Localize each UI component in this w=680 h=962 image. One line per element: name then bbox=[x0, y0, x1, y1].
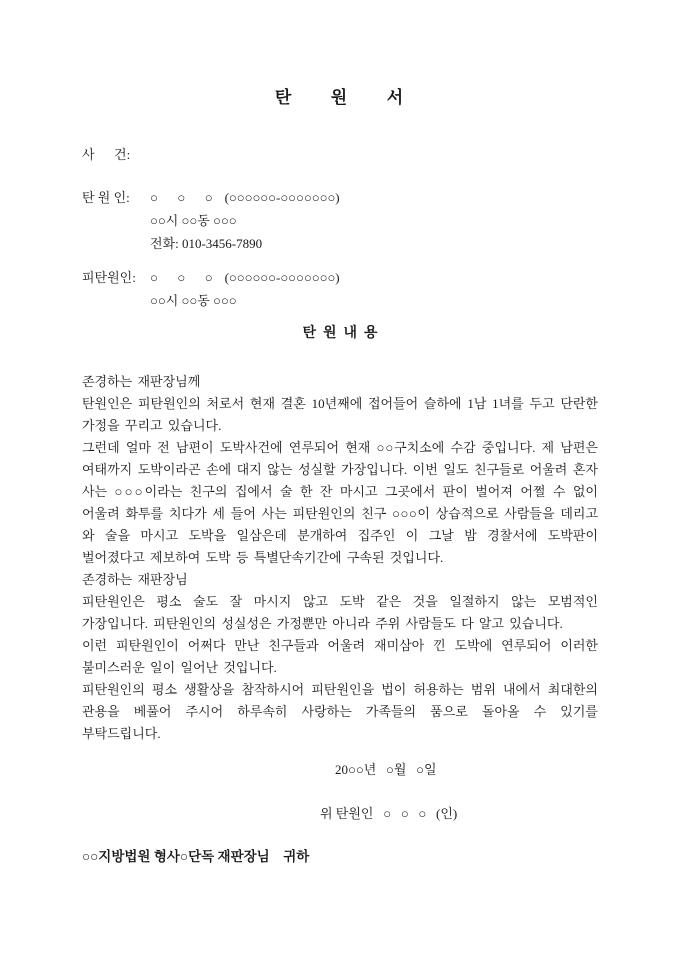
respondent-label: 피탄원인: bbox=[82, 270, 136, 285]
respondent-address: ○○시 ○○동 ○○○ bbox=[150, 293, 237, 308]
petitioner-section bbox=[82, 186, 598, 255]
body-paragraph-5: 피탄원인의 평소 생활상을 참작하시어 피탄원인을 법이 허용하는 범위 내에서 최대한의 관용을 베풀어 주시어 하루속히 사랑하는 가족들의 품으로 돌아올 수 있기를 부탁드립니다. bbox=[82, 682, 598, 741]
petitioner-phone: 전화: 010-3456-7890 bbox=[150, 236, 263, 251]
petitioner-address: ○○시 ○○동 ○○○ bbox=[150, 213, 237, 228]
body-paragraph-3: 피탄원인은 평소 술도 잘 마시지 않고 도박 같은 것을 일절하지 않는 모범적인 가장입니다. 피탄원인의 성실성은 가정뿐만 아니라 주위 사람들도 다 알고 있습니다. bbox=[82, 594, 598, 631]
respondent-name-row bbox=[82, 266, 598, 289]
body-paragraph-2: 그런데 얼마 전 남편이 도박사건에 연루되어 현재 ○○구치소에 수감 중입니다. 제 남편은 여태까지 도박이라곤 손에 대지 않는 성실할 가장입니다. 이번 일도 친구들로 어울려 혼자 사는 ○○○이라는 친구의 집에서 술 한 잔 마시고 그곳에서 판이 벌어져 어쩔 수 없이 어울려 화투를 치다가 세 들어 사는 피탄원인의 친구 ○○○이 상습적으로 사람들을 데리고 와 술을 마시고 도박을 일삼은데 분개하여 집주인 이 그날 밤 경찰서에 도박판이 벌어졌다고 제보하여 도박 등 특별단속기간에 구속된 것입니다. bbox=[82, 440, 598, 565]
petition-body bbox=[82, 371, 598, 745]
body-paragraph-1: 탄원인은 피탄원인의 처로서 현재 결혼 10년째에 접어들어 슬하에 1남 1녀를 두고 단란한 가정을 꾸리고 있습니다. bbox=[82, 396, 598, 433]
respondent-name: ○ ○ ○ bbox=[150, 270, 213, 285]
respondent-id-number: (○○○○○○-○○○○○○○) bbox=[224, 270, 340, 285]
petitioner-name: ○ ○ ○ bbox=[150, 190, 213, 205]
respondent-section bbox=[82, 266, 598, 312]
petitioner-id-number: (○○○○○○-○○○○○○○) bbox=[224, 190, 340, 205]
petition-content-heading: 탄 원 내 용 bbox=[302, 326, 378, 341]
document-title: 탄 원 서 bbox=[274, 88, 406, 107]
petitioner-label: 탄 원 인: bbox=[82, 190, 130, 205]
date-line: 20○○년 ○월 ○일 bbox=[335, 762, 437, 777]
salutation-second: 존경하는 재판장님 bbox=[82, 572, 188, 587]
body-paragraph-4: 이런 피탄원인이 어쩌다 만난 친구들과 어울려 재미삼아 낀 도박에 연루되어 이러한 불미스러운 일이 일어난 것입니다. bbox=[82, 638, 598, 675]
recipient-court-line: ○○지방법원 형사○단독 재판장님 귀하 bbox=[82, 849, 310, 864]
petitioner-name-row bbox=[82, 186, 598, 209]
signature-line: 위 탄원인 ○ ○ ○ (인) bbox=[320, 806, 458, 821]
case-field-label: 사 건: bbox=[82, 147, 131, 162]
salutation-first: 존경하는 재판장님께 bbox=[82, 374, 201, 389]
